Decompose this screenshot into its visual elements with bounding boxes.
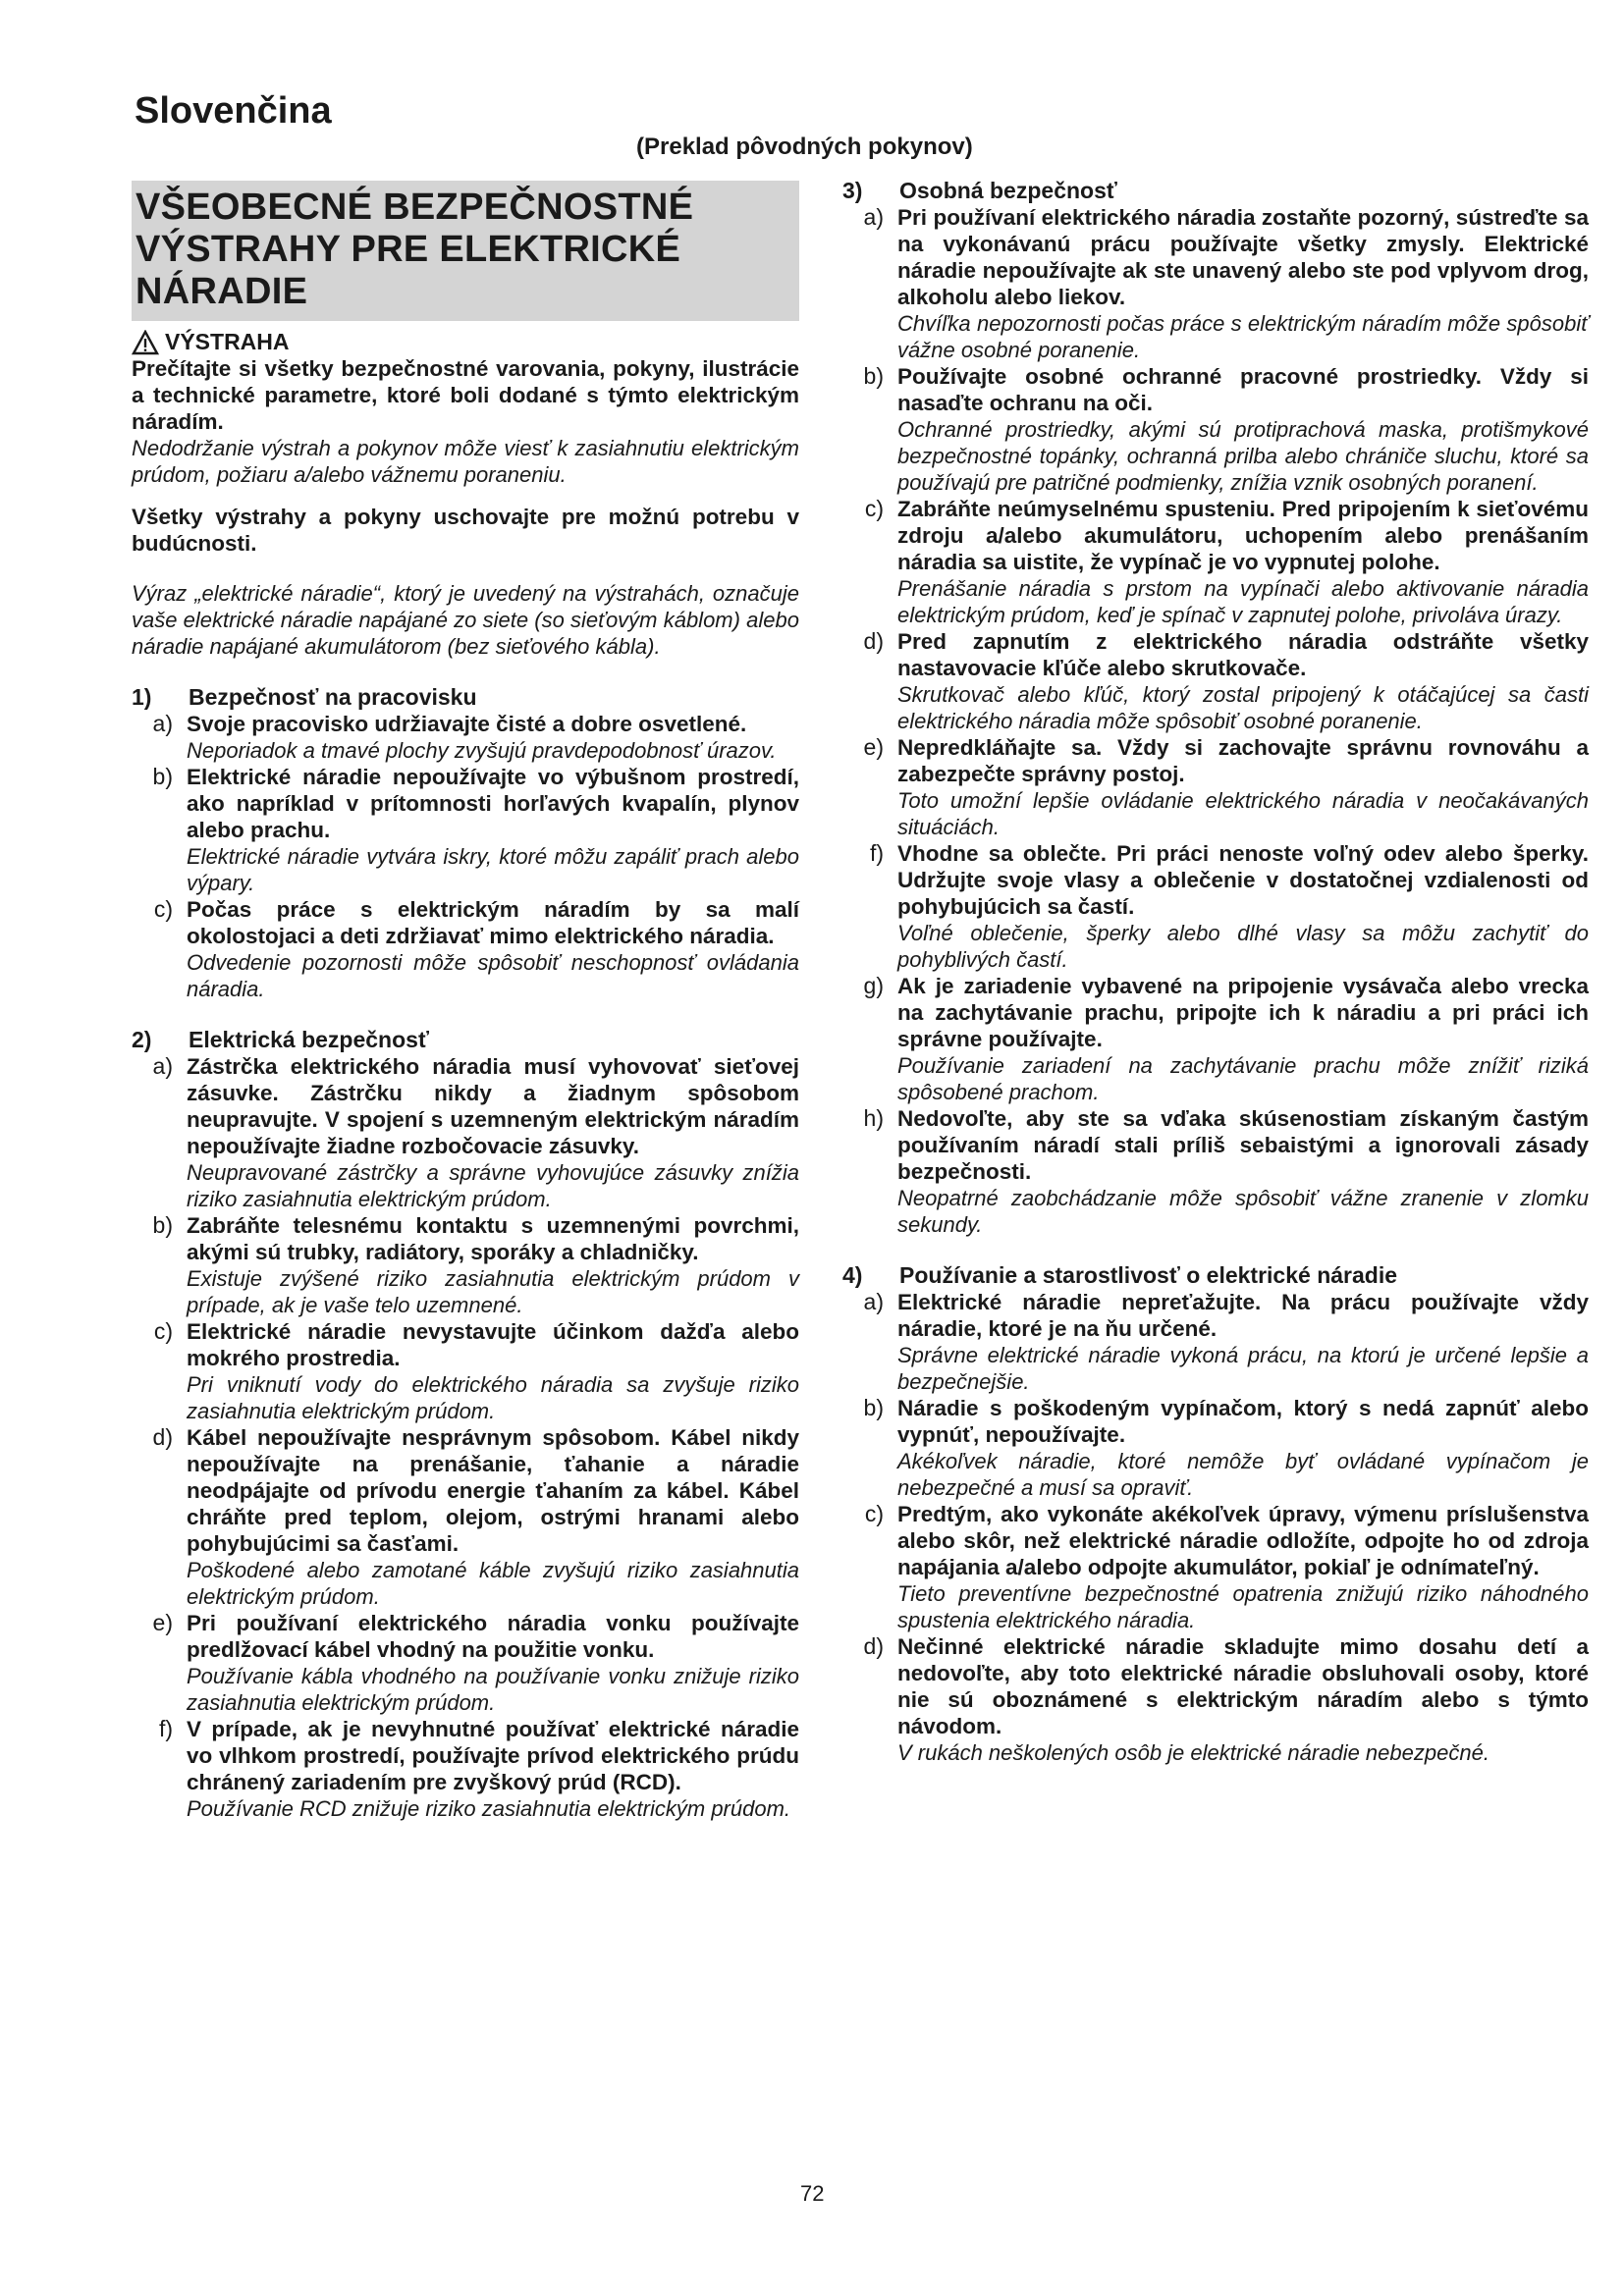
read-all-note: Nedodržanie výstrah a pokynov môže viesť k zasiahnutiu elektrickým prúdom, požiaru a/alebo vážnemu poraneniu. [132,436,799,487]
section-4-heading: 4) Používanie a starostlivosť o elektrické náradie [842,1262,1398,1288]
warning-triangle-icon [132,330,159,355]
section-3-item-g: g) Ak je zariadenie vybavené na pripojenie vysávača alebo vrecka na zachytávanie prachu, pripojte ich k náradiu a pri práci ich správne používajte. Používanie zariadení na zachytávanie prachu môže znížiť riziká spôsobené prachom. [863,973,1589,1104]
power-tool-definition: Výraz „elektrické náradie“, ktorý je uvedený na výstrahách, označuje vaše elektrické náradie napájané zo siete (so sieťovým káblom) alebo náradie napájané akumulátorom (bez sieťového kábla). [132,581,799,659]
section-3-item-h: h) Nedovoľte, aby ste sa vďaka skúsenostiam získaným častým používaním náradí stali príliš sebaistými a ignorovali zásady bezpečnosti. Neopatrné zaobchádzanie môže spôsobiť vážne zranenie v zlomku sekundy. [863,1105,1589,1237]
section-4-item-d: d) Nečinné elektrické náradie skladujte mimo dosahu detí a nedovoľte, aby toto elektrické náradie obsluhovali osoby, ktoré nie sú oboznámené s elektrickým náradím alebo s týmto návodom. V rukách neškolených osôb je elektrické náradie nebezpečné. [863,1633,1589,1765]
section-2-item-f: f) V prípade, ak je nevyhnutné používať elektrické náradie vo vlhkom prostredí, používajte prívod elektrického prúdu chránený zariadením pre zvyškový prúd (RCD). Používanie RCD znižuje riziko zasiahnutia elektrickým prúdom. [158,1716,799,1821]
section-1-item-c: c) Počas práce s elektrickým náradím by sa malí okolostojaci a deti zdržiavať mimo elektrického náradia. Odvedenie pozornosti môže spôsobiť neschopnosť ovládania náradia. [153,896,799,1001]
section-3-item-d: d) Pred zapnutím z elektrického náradia odstráňte všetky nastavovacie kľúče alebo skrutkovače. Skrutkovač alebo kľúč, ktorý zostal pripojený k otáčajúcej sa časti elektrického náradia môže spôsobiť osobné poranenie. [863,628,1589,733]
section-2-item-d: d) Kábel nepoužívajte nesprávnym spôsobom. Kábel nikdy nepoužívajte na prenášanie, ťahanie a náradie neodpájajte od prívodu energie ťahaním za kábel. Kábel chráňte pred teplom, olejom, ostrými hranami alebo pohybujúcimi sa časťami. Poškodené alebo zamotané káble zvyšujú riziko zasiahnutia elektrickým prúdom. [152,1424,799,1609]
section-3-item-b: b) Používajte osobné ochranné pracovné prostriedky. Vždy si nasaďte ochranu na oči. Ochranné prostriedky, akými sú protiprachová maska, protišmykové bezpečnostné topánky, ochranná prilba alebo chrániče sluchu, ktoré sa používajú pre patričné podmienky, znížia vznik osobných poranení. [863,363,1589,495]
right-column [842,177,1589,1766]
language-heading: Slovenčina [135,90,332,132]
section-2-item-e: e) Pri používaní elektrického náradia vonku používajte predlžovací kábel vhodný na použitie vonku. Používanie kábla vhodného na používanie vonku znižuje riziko zasiahnutia elektrickým prúdom. [152,1610,799,1715]
section-4-item-c: c) Predtým, ako vykonáte akékoľvek úpravy, výmenu príslušenstva alebo skôr, než elektrické náradie odložíte, odpojte ho od zdroja napájania a/alebo odpojte akumulátor, pokiaľ je odnímateľný. Tieto preventívne bezpečnostné opatrenia znižujú riziko náhodného spustenia elektrického náradia. [864,1501,1589,1632]
section-4-item-a: a) Elektrické náradie nepreťažujte. Na prácu používajte vždy náradie, ktoré je na ňu určené. Správne elektrické náradie vykoná prácu, na ktorú je určené lepšie a bezpečnejšie. [863,1289,1589,1394]
section-1-item-b: b) Elektrické náradie nepoužívajte vo výbušnom prostredí, ako napríklad v prítomnosti horľavých kvapalín, plynov alebo prachu. Elektrické náradie vytvára iskry, ktoré môžu zapáliť prach alebo výpary. [152,764,799,895]
translation-note: (Preklad pôvodných pokynov) [636,133,973,160]
section-2-heading: 2) Elektrická bezpečnosť [132,1027,429,1052]
page-number: 72 [800,2181,825,2206]
section-3-item-e: e) Nepredkláňajte sa. Vždy si zachovajte správnu rovnováhu a zabezpečte správny postoj. Toto umožní lepšie ovládanie elektrického náradia v neočakávaných situáciách. [863,734,1589,839]
section-2-item-b: b) Zabráňte telesnému kontaktu s uzemnenými povrchmi, akými sú trubky, radiátory, sporáky a chladničky. Existuje zvýšené riziko zasiahnutia elektrickým prúdom v prípade, ak je vaše telo uzemnené. [152,1212,799,1317]
section-3-item-a: a) Pri používaní elektrického náradia zostaňte pozorný, sústreďte sa na vykonávanú prácu používajte všetky zmysly. Elektrické náradie nepoužívajte ak ste unavený alebo ste pod vplyvom drog, alkoholu alebo liekov. Chvíľka nepozornosti počas práce s elektrickým náradím môže spôsobiť vážne osobné poranenie. [863,204,1589,362]
section-1-heading: 1) Bezpečnosť na pracovisku [132,684,477,710]
read-all-instructions: Prečítajte si všetky bezpečnostné varovania, pokyny, ilustrácie a technické parametre, ktoré boli dodané s týmto elektrickým náradím. [132,356,799,434]
section-3-item-c: c) Zabráňte neúmyselnému spusteniu. Pred pripojením k sieťovému zdroju a/alebo akumulátoru, uchopením alebo prenášaním náradia sa uistite, že vypínač je vo vypnutej polohe. Prenášanie náradia s prstom na vypínači alebo aktivovanie náradia elektrickým prúdom, keď je spínač v zapnutej polohe, privoláva úrazy. [864,496,1589,627]
section-2-item-c: c) Elektrické náradie nevystavujte účinkom dažďa alebo mokrého prostredia. Pri vniknutí vody do elektrického náradia sa zvyšuje riziko zasiahnutia elektrickým prúdom. [153,1318,799,1423]
section-3-item-f: f) Vhodne sa oblečte. Pri práci nenoste voľný odev alebo šperky. Udržujte svoje vlasy a oblečenie v dostatočnej vzdialenosti od pohybujúcich sa častí. Voľné oblečenie, šperky alebo dlhé vlasy sa môžu zachytiť do pohyblivých častí. [869,840,1589,972]
warning-label: VÝSTRAHA [165,329,290,354]
section-4-item-b: b) Náradie s poškodeným vypínačom, ktorý s nedá zapnúť alebo vypnúť, nepoužívajte. Akékoľvek náradie, ktoré nemôže byť ovládané vypínačom je nebezpečné a musí sa opraviť. [863,1395,1589,1500]
section-2-item-a: a) Zástrčka elektrického náradia musí vyhovovať sieťovej zásuvke. Zástrčku nikdy a žiadnym spôsobom neupravujte. V spojení s uzemneným elektrickým náradím nepoužívajte žiadne rozbočovacie zásuvky. Neupravované zástrčky a správne vyhovujúce zásuvky znížia riziko zasiahnutia elektrickým prúdom. [152,1053,799,1211]
section-1-item-a: a) Svoje pracovisko udržiavajte čisté a dobre osvetlené. Neporiadok a tmavé plochy zvyšujú pravdepodobnosť úrazov. [152,711,777,763]
warning-heading [132,329,799,355]
section-3-heading: 3) Osobná bezpečnosť [842,178,1117,203]
document-title: VŠEOBECNÉ BEZPEČNOSTNÉ VÝSTRAHY PRE ELEKTRICKÉ NÁRADIE [132,181,799,321]
keep-instructions: Všetky výstrahy a pokyny uschovajte pre možnú potrebu v budúcnosti. [132,505,799,556]
left-column [132,181,799,1822]
